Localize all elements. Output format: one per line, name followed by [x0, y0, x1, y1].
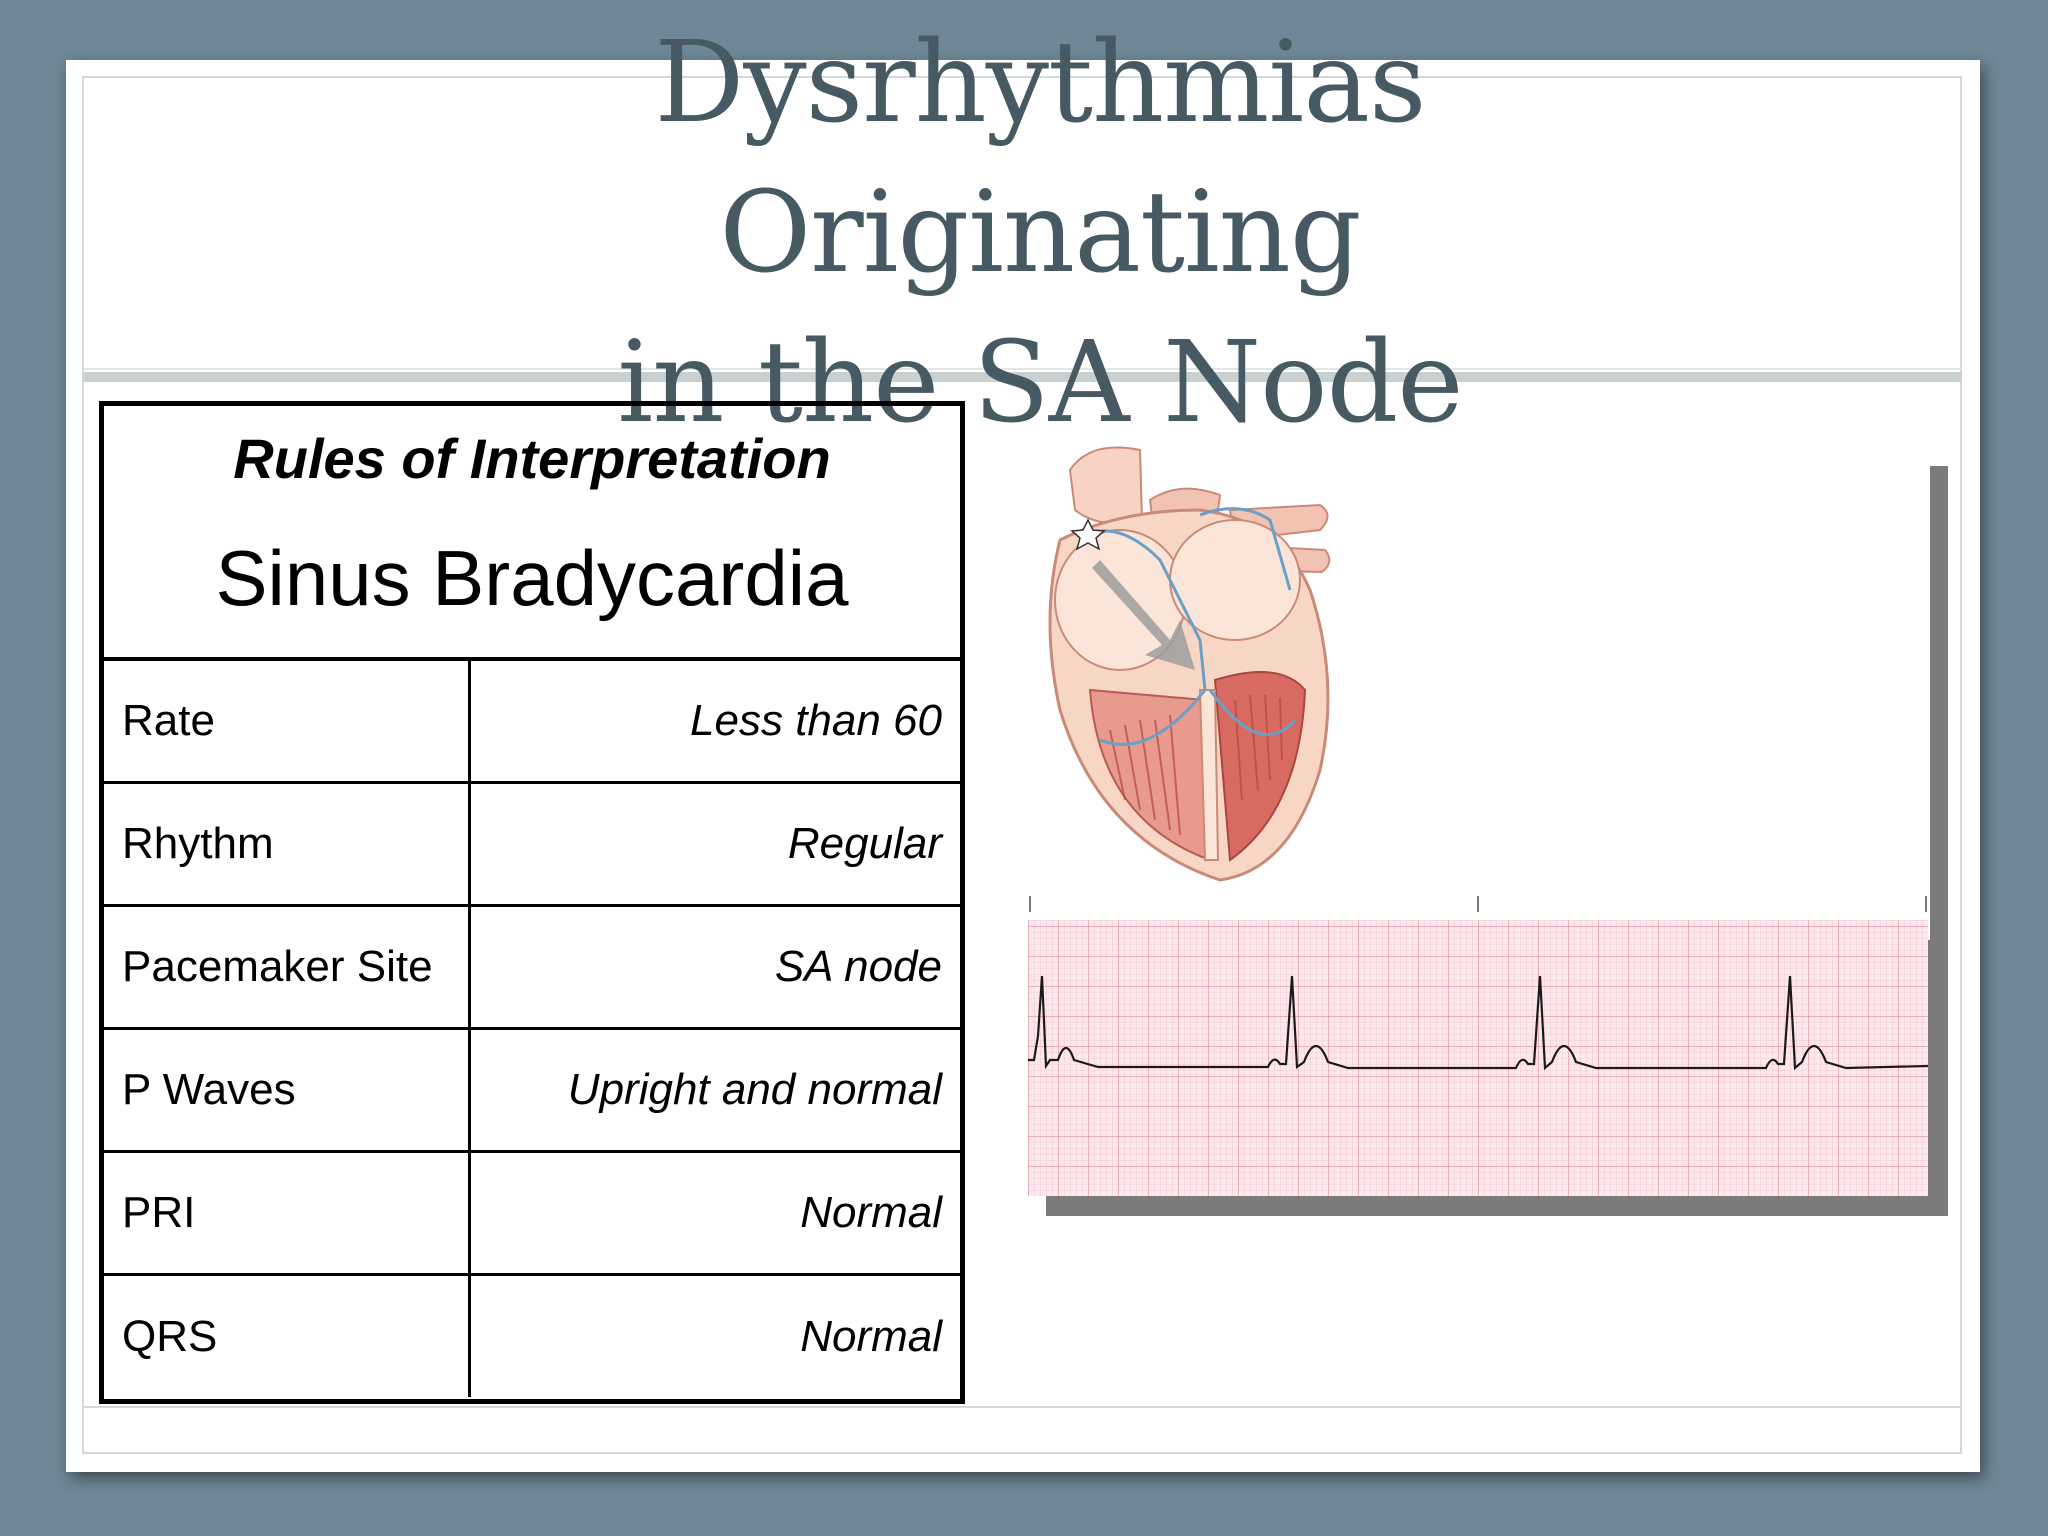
table-row [104, 907, 960, 1030]
row-value-pacemaker-site: SA node [774, 942, 942, 991]
footer-divider [84, 1406, 1962, 1408]
rules-caption: Rules of Interpretation [233, 427, 831, 490]
row-value-p-waves: Upright and normal [567, 1065, 942, 1114]
row-value-pri: Normal [800, 1188, 942, 1237]
row-value-rate: Less than 60 [690, 696, 942, 745]
slide-title [330, 8, 1750, 458]
row-label-pacemaker-site: Pacemaker Site [104, 907, 471, 1027]
heart-conduction-illustration [1030, 440, 1360, 900]
table-row [104, 661, 960, 784]
slide-title-line-2: in the SA Node [617, 318, 1463, 448]
table-row [104, 1153, 960, 1276]
row-label-p-waves: P Waves [104, 1030, 471, 1150]
row-value-rhythm: Regular [787, 819, 942, 868]
rules-table [99, 401, 965, 1404]
ecg-strip-sinus-bradycardia [1028, 896, 1928, 1196]
row-label-qrs: QRS [104, 1276, 471, 1397]
row-value-qrs: Normal [800, 1311, 942, 1361]
rhythm-name: Sinus Bradycardia [215, 534, 849, 622]
slide-title-line-1: Dysrhythmias Originating [654, 18, 1426, 298]
table-row [104, 1030, 960, 1153]
table-row [104, 1276, 960, 1397]
table-row [104, 784, 960, 907]
rules-table-header [104, 406, 960, 661]
row-label-pri: PRI [104, 1153, 471, 1273]
row-label-rate: Rate [104, 661, 471, 781]
row-label-rhythm: Rhythm [104, 784, 471, 904]
